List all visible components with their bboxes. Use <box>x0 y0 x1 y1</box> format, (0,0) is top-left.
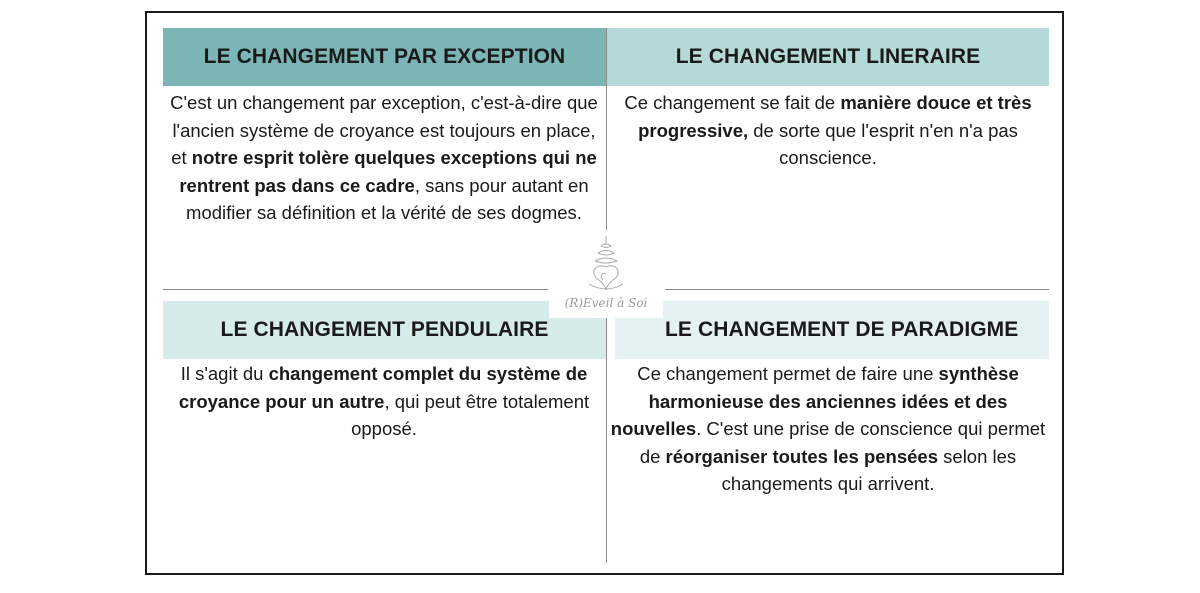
body-segment: , qui peut être totalement opposé. <box>351 390 590 439</box>
body-segment: , sans pour autant en modifier sa définition et la vérité de ses dogmes. <box>186 174 589 223</box>
emphasis-text: synthèse harmonieuse des anciennes idées et des nouvelles <box>610 363 1019 439</box>
emphasis-text: manière douce et très progressive, <box>638 92 1032 141</box>
body-segment: Il s'agit du <box>180 363 269 384</box>
emphasis-text: changement complet du système de croyance pour un autre <box>178 363 588 412</box>
horizontal-divider-right <box>665 289 1049 290</box>
quadrant-title-exception: LE CHANGEMENT PAR EXCEPTION <box>163 28 606 86</box>
body-segment: selon les changements qui arrivent. <box>721 445 1017 494</box>
body-segment: C'est un changement par exception, c'est-à-dire que l'ancien système de croyance est toujours en place, et <box>170 92 598 168</box>
quadrant-text-pendulaire <box>170 360 598 443</box>
quadrant-title-lineaire: LE CHANGEMENT LINERAIRE <box>607 28 1049 86</box>
emphasis-text: notre esprit tolère quelques exceptions qui ne rentrent pas dans ce cadre <box>179 147 597 196</box>
body-segment: de sorte que l'esprit n'en n'a pas conscience. <box>748 119 1018 168</box>
body-segment: Ce changement permet de faire une <box>637 363 939 384</box>
emphasis-text: réorganiser toutes les pensées <box>665 445 939 467</box>
body-segment: Ce changement se fait de <box>624 92 841 113</box>
spiral-heart-logo-icon <box>581 234 631 296</box>
body-segment: . C'est une prise de conscience qui permet de <box>639 418 1046 467</box>
quadrant-text-exception <box>170 89 598 227</box>
quadrant-title-paradigme: LE CHANGEMENT DE PARADIGME <box>615 301 1049 359</box>
horizontal-divider-left <box>163 289 548 290</box>
quadrant-title-pendulaire: LE CHANGEMENT PENDULAIRE <box>163 301 606 359</box>
quadrant-text-lineaire <box>610 89 1046 172</box>
logo-text: (R)Eveil à Soi <box>564 296 648 310</box>
brand-logo <box>549 230 663 318</box>
quadrant-text-paradigme <box>610 360 1046 498</box>
